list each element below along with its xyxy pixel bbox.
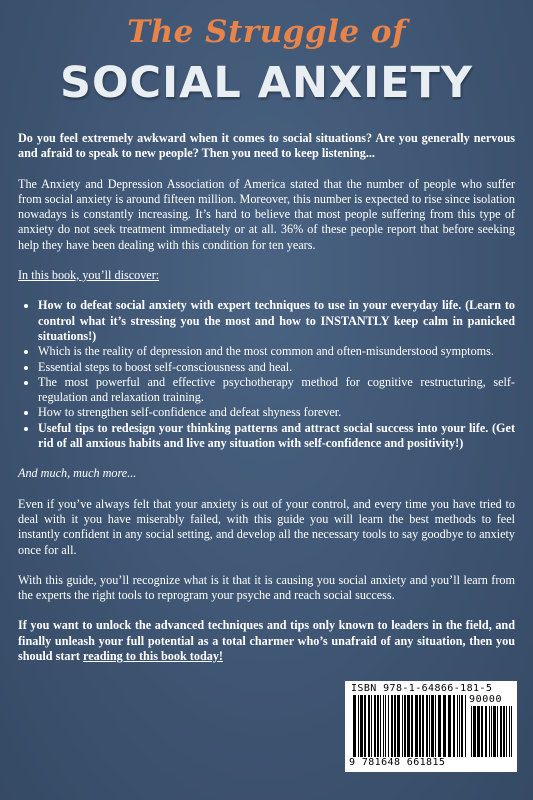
closing-text: If you want to unlock the advanced techniques and tips only known to leaders in the field, and finally unleash your full potential as a total charmer who’s unafraid of any situation, then you should start bbox=[18, 618, 515, 664]
intro-paragraph: Do you feel extremely awkward when it comes to social situations? Are you generally nervous and afraid to speak to new people? Then you need to keep listening... bbox=[18, 131, 515, 161]
list-item: • The most powerful and effective psychotherapy method for cognitive restructuring, self-regulation and relaxation training. bbox=[38, 375, 515, 406]
confidence-paragraph: Even if you’ve always felt that your anxiety is out of your control, and every time you have tried to deal with it you have miserably failed, with this guide you will learn the best methods to feel instantly confident in any social setting, and develop all the necessary tools to say goodbye to anxiety once for all. bbox=[18, 496, 515, 557]
much-more-text: And much, much more... bbox=[18, 466, 137, 481]
closing-paragraph bbox=[18, 618, 515, 664]
isbn-barcode bbox=[345, 681, 517, 772]
list-item: • Essential steps to boost self-consciousness and heal. bbox=[38, 360, 515, 375]
closing-link-text: reading to this book today! bbox=[83, 649, 223, 664]
guide-paragraph: With this guide, you’ll recognize what is it that it is causing you social anxiety and you’ll learn from the experts the right tools to reprogram your psyche and reach social success. bbox=[18, 572, 515, 603]
ean-digits: 9 781648 661815 bbox=[349, 757, 446, 768]
addon-barcode-bars bbox=[471, 706, 513, 757]
blurb bbox=[18, 131, 515, 679]
title-script: The Struggle of bbox=[127, 14, 406, 50]
list-item: • How to strengthen self-confidence and defeat shyness forever. bbox=[38, 405, 515, 420]
list-item: • Which is the reality of depression and the most common and often-misunderstood symptoms. bbox=[38, 344, 515, 359]
list-item: • Useful tips to redesign your thinking patterns and attract social success into your life. (Get rid of all anxious habits and live any situation with self-confidence and positivity!) bbox=[38, 421, 515, 452]
discover-list bbox=[18, 298, 515, 451]
list-item: • How to defeat social anxiety with expert techniques to use in your everyday life. (Learn to control what it’s stressing you the most and how to INSTANTLY keep calm in panicked situations!) bbox=[38, 298, 515, 344]
ean-barcode-bars bbox=[353, 695, 467, 757]
discover-heading: In this book, you’ll discover: bbox=[18, 268, 160, 283]
isbn-text: ISBN 978-1-64866-181-5 bbox=[351, 683, 493, 694]
title-main: SOCIAL ANXIETY bbox=[60, 58, 473, 108]
addon-digits: 90000 bbox=[469, 694, 503, 705]
statistics-paragraph: The Anxiety and Depression Association of America stated that the number of people who suffer from social anxiety is around fifteen million. Moreover, this number is expected to rise since isolation nowadays is constantly increasing. It’s hard to believe that most people suffering from this type of anxiety do not seek treatment immediately or at all. 36% of these people report that before seeking help they have been dealing with this condition for ten years. bbox=[18, 176, 515, 252]
